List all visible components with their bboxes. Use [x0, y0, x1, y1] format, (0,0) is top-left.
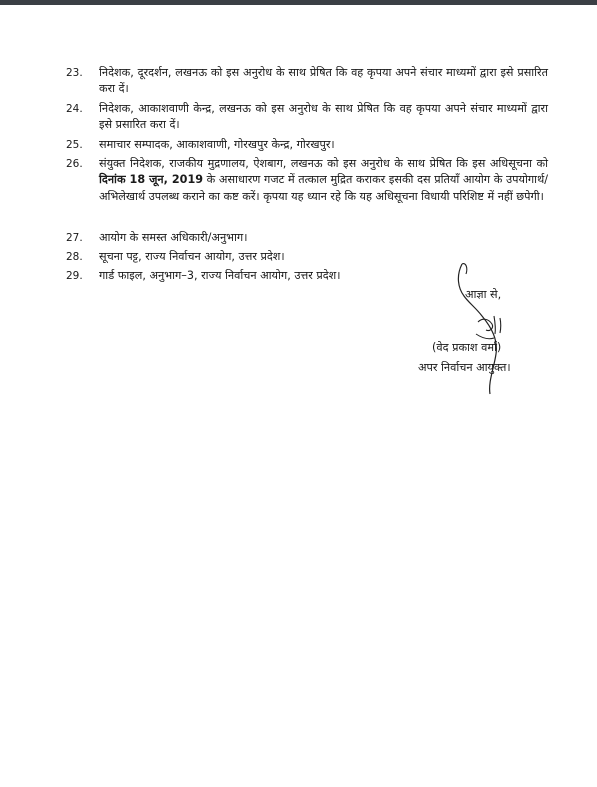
item-number: 29. — [66, 270, 83, 282]
item-text: निदेशक, दूरदर्शन, लखनऊ को इस अनुरोध के साथ प्रेषित कि वह कृपया अपने संचार माध्यमों द्वारा इसे प्रसारित करा दें। — [99, 66, 548, 96]
item-text: गार्ड फाइल, अनुभाग–3, राज्य निर्वाचन आयोग, उत्तर प्रदेश। — [99, 269, 341, 282]
item-number: 23. — [66, 67, 83, 79]
item-text — [99, 156, 548, 205]
list-item-26 — [66, 156, 548, 205]
item-text: निदेशक, आकाशवाणी केन्द्र, लखनऊ को इस अनुरोध के साथ प्रेषित कि वह कृपया अपने संचार माध्यमों द्वारा इसे प्रसारित करा दें। — [99, 102, 548, 132]
handwritten-signature — [448, 258, 518, 398]
item-number: 28. — [66, 251, 83, 263]
item-number: 25. — [66, 139, 83, 151]
item-number: 26. — [66, 158, 83, 170]
list-item-25 — [66, 137, 548, 153]
item-number: 27. — [66, 232, 83, 244]
item-text: सूचना पट्ट, राज्य निर्वाचन आयोग, उत्तर प्रदेश। — [99, 250, 285, 263]
list-item-24 — [66, 101, 548, 134]
gazette-date: दिनांक 18 जून, 2019 — [99, 173, 204, 187]
item-text-end: के असाधारण गजट में तत्काल मुद्रित कराकर इसकी दस प्रतियाँ आयोग के उपयोगार्थ/अभिलेखार्थ उपलब्ध कराने का कष्ट करें। कृपया यह ध्यान रहे कि यह अधिसूचना विधायी परिशिष्ट में नहीं छपेगी। — [99, 173, 548, 203]
order-text: आज्ञा से, — [465, 288, 502, 301]
list-item-27 — [66, 230, 548, 246]
item-text-start: संयुक्त निदेशक, राजकीय मुद्रणालय, ऐशबाग, लखनऊ को इस अनुरोध के साथ प्रेषित कि इस अधिसूचना को — [99, 157, 548, 170]
signatory-designation: अपर निर्वाचन आयुक्त। — [418, 361, 511, 374]
top-border — [0, 0, 597, 5]
item-text: आयोग के समस्त अधिकारी/अनुभाग। — [99, 231, 248, 244]
list-item-23 — [66, 65, 548, 98]
item-number: 24. — [66, 103, 83, 115]
item-text: समाचार सम्पादक, आकाशवाणी, गोरखपुर केन्द्र, गोरखपुर। — [99, 138, 335, 151]
signatory-name: (वेद प्रकाश वर्मा) — [432, 341, 502, 354]
